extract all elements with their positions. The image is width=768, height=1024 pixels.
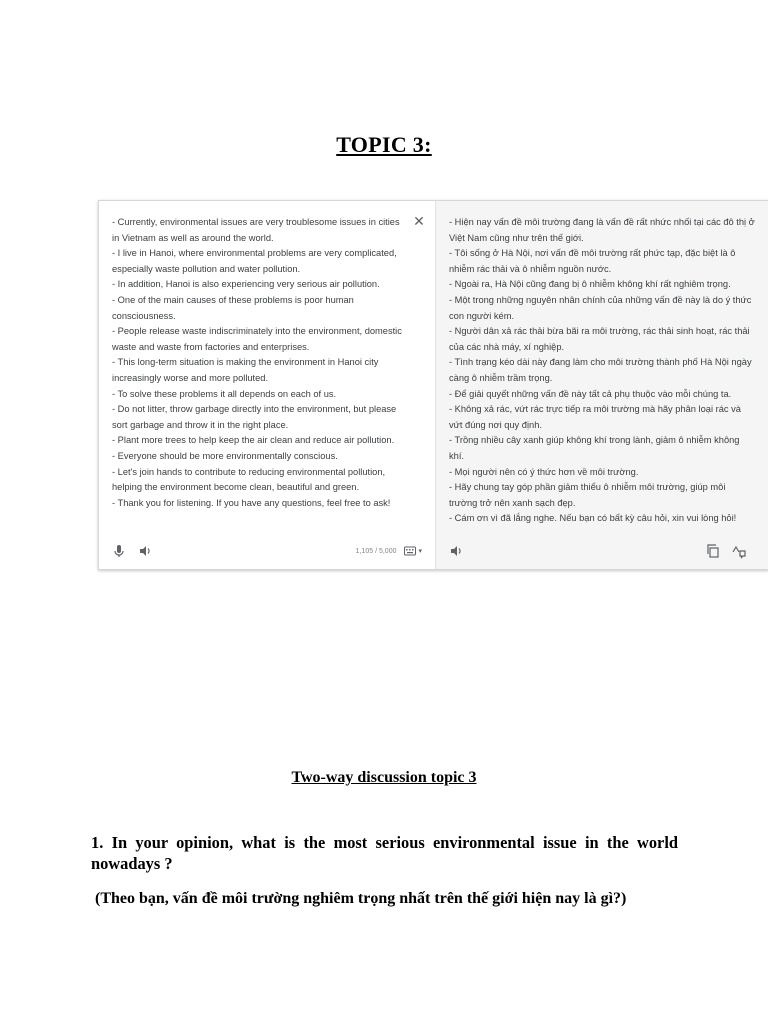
feedback-icon[interactable]	[731, 543, 747, 559]
target-line: - Hãy chung tay góp phần giảm thiểu ô nhiễm môi trường, giúp môi trường trở nên xanh sạch đẹp.	[449, 482, 726, 508]
target-line: - Hiện nay vấn đề môi trường đang là vấn đề rất nhức nhối tại các đô thị ở Việt Nam cũng như trên thế giới.	[449, 217, 755, 243]
target-line: - Một trong những nguyên nhân chính của những vấn đề này là do ý thức con người kém.	[449, 294, 752, 321]
clear-text-button[interactable]: ✕	[413, 213, 425, 229]
target-line: - Trồng nhiều cây xanh giúp không khí trong lành, giảm ô nhiễm không khí.	[449, 435, 740, 461]
source-line: - People release waste indiscriminately into the environment, domestic waste and waste from factories and enterprises.	[112, 326, 402, 352]
source-text[interactable]	[112, 215, 408, 511]
target-line: - Tôi sống ở Hà Nội, nơi vấn đề môi trường rất phức tạp, đặc biệt là ô nhiễm rác thải và ô nhiễm nguồn nước.	[449, 248, 736, 274]
source-line: - To solve these problems it all depends on each of us.	[112, 388, 337, 399]
topic-title: TOPIC 3:	[336, 132, 432, 157]
translated-text-pane	[435, 201, 768, 569]
microphone-icon[interactable]	[111, 543, 127, 559]
target-line: - Không xả rác, vứt rác trực tiếp ra môi trường mà hãy phân loại rác và vứt đúng nơi quy định.	[449, 404, 741, 430]
source-line: - I live in Hanoi, where environmental problems are very complicated, especially waste pollution and water pollution.	[112, 248, 397, 274]
target-line: - Tình trạng kéo dài này đang làm cho môi trường thành phố Hà Nội ngày càng ô nhiễm trầm trọng.	[449, 357, 752, 383]
chevron-down-icon[interactable]: ▾	[418, 548, 422, 555]
translated-text	[449, 215, 755, 527]
keyboard-icon[interactable]	[404, 546, 416, 556]
speaker-icon[interactable]	[448, 543, 464, 559]
source-line: - This long-term situation is making the environment in Hanoi city increasingly worse and more polluted.	[112, 357, 379, 383]
target-line: - Cám ơn vì đã lắng nghe. Nếu bạn có bất kỳ câu hỏi, xin vui lòng hỏi!	[449, 513, 737, 524]
source-toolbar	[99, 541, 434, 561]
question-vietnamese: (Theo bạn, vấn đề môi trường nghiêm trọng nhất trên thế giới hiện nay là gì?)	[95, 890, 627, 907]
source-line: - One of the main causes of these problems is poor human consciousness.	[112, 294, 354, 321]
copy-icon[interactable]	[705, 543, 721, 559]
translation-screenshot	[98, 200, 768, 570]
source-line: - Currently, environmental issues are very troublesome issues in cities in Vietnam as well as around the world.	[112, 217, 400, 243]
target-toolbar	[436, 541, 768, 561]
target-line: - Người dân xả rác thải bừa bãi ra môi trường, rác thải sinh hoạt, rác thải của các nhà máy, xí nghiệp.	[449, 326, 750, 352]
source-line: - In addition, Hanoi is also experiencing very serious air pollution.	[112, 279, 380, 290]
character-count: 1,105 / 5,000	[355, 547, 397, 555]
discussion-title: Two-way discussion topic 3	[291, 769, 477, 786]
source-line: - Let's join hands to contribute to reducing environmental pollution, helping the environment become clean, beautiful and green.	[112, 466, 386, 493]
target-line: - Để giải quyết những vấn đề này tất cả phụ thuộc vào mỗi chúng ta.	[449, 388, 732, 399]
source-line: - Everyone should be more environmentally conscious.	[112, 450, 338, 461]
source-line: - Do not litter, throw garbage directly into the environment, but please sort garbage and throw it in the right place.	[112, 404, 397, 430]
source-line: - Plant more trees to help keep the air clean and reduce air pollution.	[112, 435, 395, 446]
source-text-pane[interactable]	[99, 201, 434, 569]
target-line: - Ngoài ra, Hà Nội cũng đang bị ô nhiễm không khí rất nghiêm trọng.	[449, 279, 731, 290]
target-line: - Mọi người nên có ý thức hơn về môi trường.	[449, 466, 639, 477]
speaker-icon[interactable]	[137, 543, 153, 559]
question-english: 1. In your opinion, what is the most serious environmental issue in the world nowadays ?	[91, 833, 678, 873]
source-line: - Thank you for listening. If you have any questions, feel free to ask!	[112, 497, 391, 508]
